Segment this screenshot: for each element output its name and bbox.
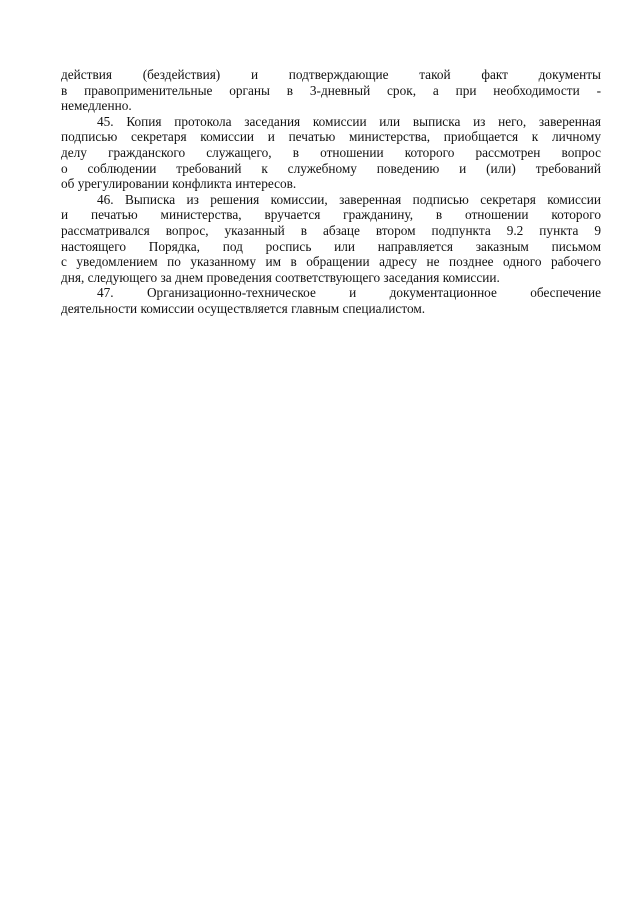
text-line: рассматривался вопрос, указанный в абзаце втором подпункта 9.2 пункта 9	[61, 222, 601, 238]
text-line: делу гражданского служащего, в отношении которого рассмотрен вопрос	[61, 144, 601, 160]
text-line: и печатью министерства, вручается гражданину, в отношении которого	[61, 207, 601, 223]
text-line: действия (бездействия) и подтверждающие такой факт документы	[61, 67, 601, 82]
text-line: настоящего Порядка, под роспись или направляется заказным письмом	[61, 238, 601, 254]
text-line: с уведомлением по указанному им в обращении адресу не позднее одного рабочего	[61, 254, 601, 270]
text-line: 45. Копия протокола заседания комиссии или выписка из него, заверенная	[97, 113, 601, 129]
text-line: об урегулировании конфликта интересов.	[61, 176, 297, 192]
text-line: подписью секретаря комиссии и печатью министерства, приобщается к личному	[61, 129, 601, 145]
text-line: о соблюдении требований к служебному поведению и (или) требований	[61, 160, 601, 176]
document-body	[61, 67, 601, 317]
text-line: 46. Выписка из решения комиссии, заверенная подписью секретаря комиссии	[97, 191, 601, 207]
text-line: в правоприменительные органы в 3-дневный срок, а при необходимости -	[61, 82, 601, 98]
text-line: деятельности комиссии осуществляется главным специалистом.	[61, 300, 426, 316]
text-line: дня, следующего за днем проведения соответствующего заседания комиссии.	[61, 269, 500, 285]
text-line: немедленно.	[61, 98, 132, 114]
text-line: 47. Организационно-техническое и документационное обеспечение	[97, 285, 601, 301]
